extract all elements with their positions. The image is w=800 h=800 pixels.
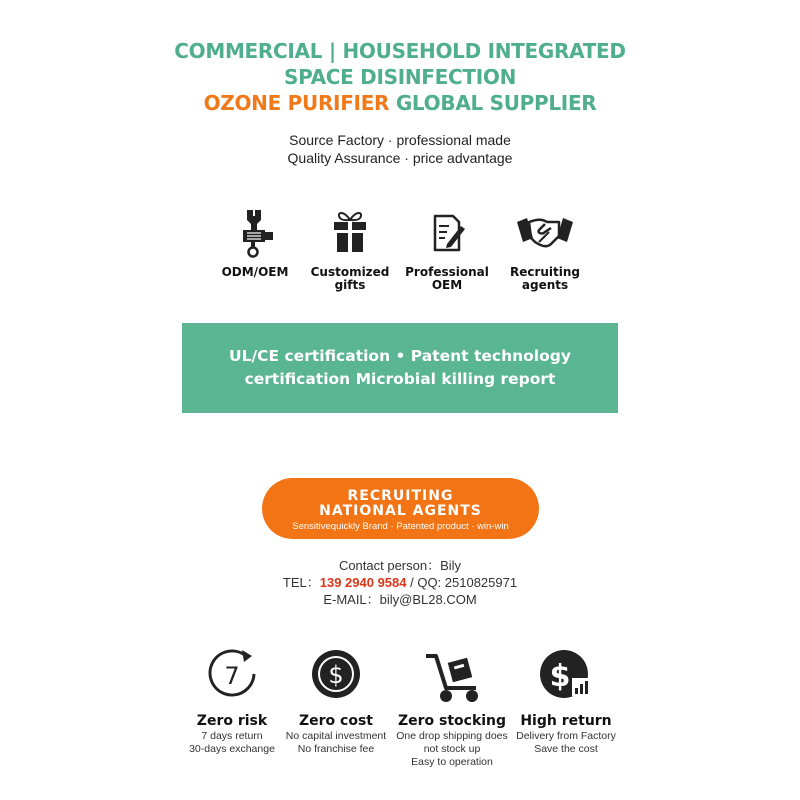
feature-label: ODM/OEM: [221, 265, 289, 279]
dollar-chart-icon: [536, 646, 596, 704]
feature-recruiting: [495, 208, 595, 292]
benefit-title: Zero cost: [299, 713, 373, 729]
benefits-row: [180, 646, 620, 781]
certification-banner: [182, 323, 618, 413]
feature-label-line-2: OEM: [431, 278, 463, 292]
benefit-title: Zero risk: [196, 713, 268, 729]
benefit-desc: Delivery from Factory: [516, 730, 616, 742]
contact-info: [0, 557, 800, 608]
benefit-desc: 30-days exchange: [189, 743, 275, 755]
benefit-zero-stocking: [392, 646, 512, 769]
benefit-desc: not stock up: [423, 743, 481, 755]
recruit-heading-line-2: NATIONAL AGENTS: [319, 503, 482, 519]
benefit-zero-risk: [172, 646, 292, 756]
contact-phone: [0, 574, 800, 591]
headline-line-1: COMMERCIAL | HOUSEHOLD INTEGRATED: [174, 39, 626, 63]
recruit-agents-button[interactable]: [262, 478, 539, 539]
headline: [0, 38, 800, 116]
feature-label-line-1: Professional: [405, 265, 489, 279]
feature-label: [397, 266, 497, 292]
certification-line-2: certification Microbial killing report: [244, 370, 556, 388]
recruit-heading-line-1: RECRUITING: [347, 488, 454, 504]
benefit-desc: No capital investment: [285, 730, 387, 742]
benefit-desc: 7 days return: [201, 730, 263, 742]
feature-gifts: [300, 208, 400, 292]
benefit-title: High return: [520, 713, 612, 729]
benefit-title: Zero stocking: [397, 713, 507, 729]
benefit-zero-cost: [276, 646, 396, 756]
dollar-coin-icon: [306, 646, 366, 704]
benefit-desc: Easy to operation: [411, 756, 493, 768]
benefit-high-return: [506, 646, 626, 756]
headline-supplier: GLOBAL SUPPLIER: [389, 91, 597, 115]
hand-truck-icon: [422, 646, 482, 704]
subline: [0, 131, 800, 167]
svg-text:7: 7: [224, 662, 240, 690]
svg-text:$: $: [328, 661, 344, 689]
feature-label-line-1: Recruiting: [509, 265, 581, 279]
contact-person: Contact person：Bily: [338, 558, 462, 573]
handshake-icon: [515, 208, 575, 258]
recruit-heading: [262, 489, 539, 519]
benefit-desc: No franchise fee: [297, 743, 375, 755]
tel-number[interactable]: 139 2940 9584: [319, 575, 407, 590]
feature-label-line-2: gifts: [334, 278, 366, 292]
recruit-tagline: Sensitivequickly Brand · Patented product · win-win: [292, 521, 509, 532]
feature-label-line-1: Customized: [310, 265, 390, 279]
feature-odm: [205, 208, 305, 279]
svg-text:$: $: [549, 659, 571, 694]
headline-line-2: SPACE DISINFECTION: [283, 65, 517, 89]
headline-line-3: [0, 90, 800, 116]
feature-label: [300, 266, 400, 292]
wrench-hand-icon: [233, 208, 277, 258]
feature-row: [205, 208, 595, 308]
feature-label: [495, 266, 595, 292]
contact-email[interactable]: E-MAIL：bily@BL28.COM: [323, 592, 477, 607]
benefit-desc: One drop shipping does: [396, 730, 508, 742]
subline-line-1: Source Factory · professional made: [289, 132, 511, 148]
feature-label-line-2: agents: [521, 278, 569, 292]
document-pen-icon: [425, 208, 469, 258]
feature-professional-oem: [397, 208, 497, 292]
tel-label: TEL：: [282, 575, 320, 590]
certification-line-1: UL/CE certification • Patent technology: [229, 347, 571, 365]
subline-line-2: Quality Assurance · price advantage: [287, 150, 513, 166]
headline-product: OZONE PURIFIER: [203, 91, 390, 115]
benefit-desc: Save the cost: [534, 743, 598, 755]
seven-days-icon: [202, 646, 262, 704]
qq-number: / QQ: 2510825971: [406, 575, 518, 590]
gift-box-icon: [328, 208, 372, 258]
